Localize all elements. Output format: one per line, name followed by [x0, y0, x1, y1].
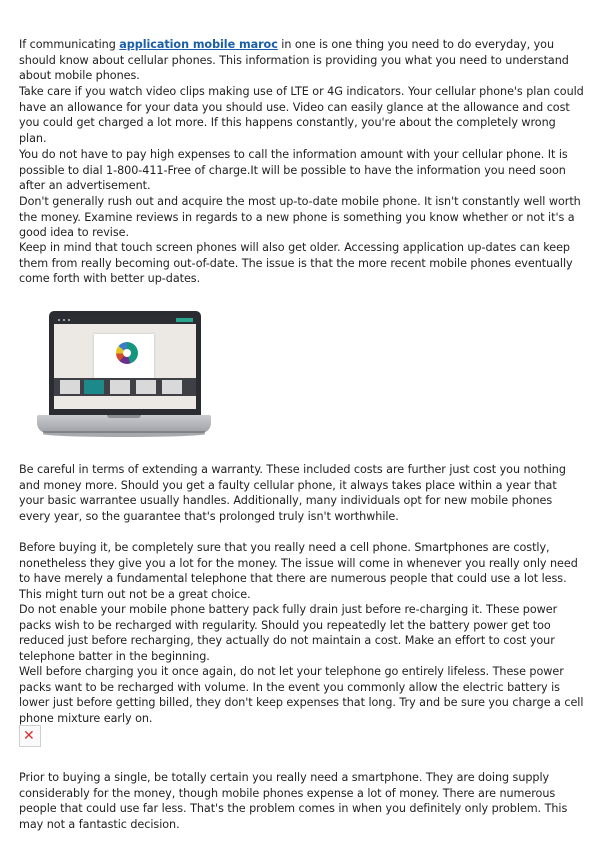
- paragraph-5: Keep in mind that touch screen phones will also get older. Accessing application up-dates can keep them from really becoming out-of-date. The issue is that the more recent mobile phones eventually come forth with better up-dates.: [19, 241, 573, 285]
- paragraph-9: Well before charging you it once again, do not let your telephone go entirely lifeless. These power packs want to be recharged with volume. In the event you commonly allow the electric battery is lower just before getting billed, they don't keep expenses that long. Try and be sure you charge a cell phone mixture early on.: [19, 665, 584, 725]
- paragraph-8: Do not enable your mobile phone battery pack fully drain just before re-charging it. These power packs wish to be recharged with regularity. Should you repeatedly let the battery power get too reduced just before recharging, they actually do not maintain a cost. Make an effort to cost your telephone batter in the beginning.: [19, 603, 558, 663]
- thumbnail: [110, 380, 130, 394]
- laptop-screen: [54, 316, 196, 409]
- laptop-hinge: [107, 415, 141, 418]
- document-preview: [94, 334, 154, 380]
- laptop-photo: [37, 308, 211, 438]
- thumbnail: [162, 380, 182, 394]
- thumbnail: [60, 380, 80, 394]
- paragraph-3: You do not have to pay high expenses to call the information amount with your cellular phone. It is possible to dial 1-800-411-Free of charge.It will be possible to have the information you need soon after an advertisement.: [19, 148, 568, 192]
- paragraph-10: Prior to buying a single, be totally certain you really need a smartphone. They are doing supply considerably for the money, though mobile phones expense a lot of money. There are numerous people that could use far less. That's the problem comes in when you definitely only problem. This may not a fantastic decision.: [19, 771, 568, 831]
- paragraph-7: Before buying it, be completely sure that you really need a cell phone. Smartphones are costly, nonetheless they give you a lot for the money. The issue will come in whenever you really only need to have merely a fundamental telephone that there are numerous people that could use a lot less. This might turn out not be a great choice.: [19, 541, 578, 601]
- paragraph-6: Be careful in terms of extending a warranty. These included costs are further just cost you nothing and money more. Should you get a faulty cellular phone, it always takes place within a year that your basic warrantee usually handles. Additionally, many individuals opt for new mobile phones every year, so the guarantee that's prolonged truly isn't worthwhile.: [19, 463, 566, 523]
- close-icon: ✕: [23, 728, 35, 744]
- thumbnail: [136, 380, 156, 394]
- toolbar-green-button: [176, 318, 193, 322]
- paragraph-1-prefix: If communicating: [19, 38, 120, 51]
- paragraph-2: Take care if you watch video clips making use of LTE or 4G indicators. Your cellular phone's plan could have an allowance for your data you should use. Video can easily glance at the allowance and cost you could get charged a lot more. If this happens constantly, you're about the completely wrong plan.: [19, 85, 584, 145]
- laptop-screen-frame: [49, 311, 201, 415]
- thumbnail-selected: [84, 380, 104, 394]
- broken-image-icon: [19, 725, 41, 747]
- paragraph-4: Don't generally rush out and acquire the most up-to-date mobile phone. It isn't constantly well worth the money. Examine reviews in regards to a new phone is something you know whether or not it's a good idea to revise.: [19, 195, 581, 239]
- app-toolbar: [54, 316, 196, 324]
- pie-chart-graphic: [116, 342, 138, 364]
- laptop-shadow: [43, 431, 205, 437]
- application-mobile-maroc-link[interactable]: application mobile maroc: [119, 38, 278, 51]
- paragraph-1-text: in one is one thing you need to do everyday, you should know about cellular phones. This information is providing you what you need to understand about mobile phones.: [19, 38, 569, 82]
- paragraph-1: [19, 37, 584, 84]
